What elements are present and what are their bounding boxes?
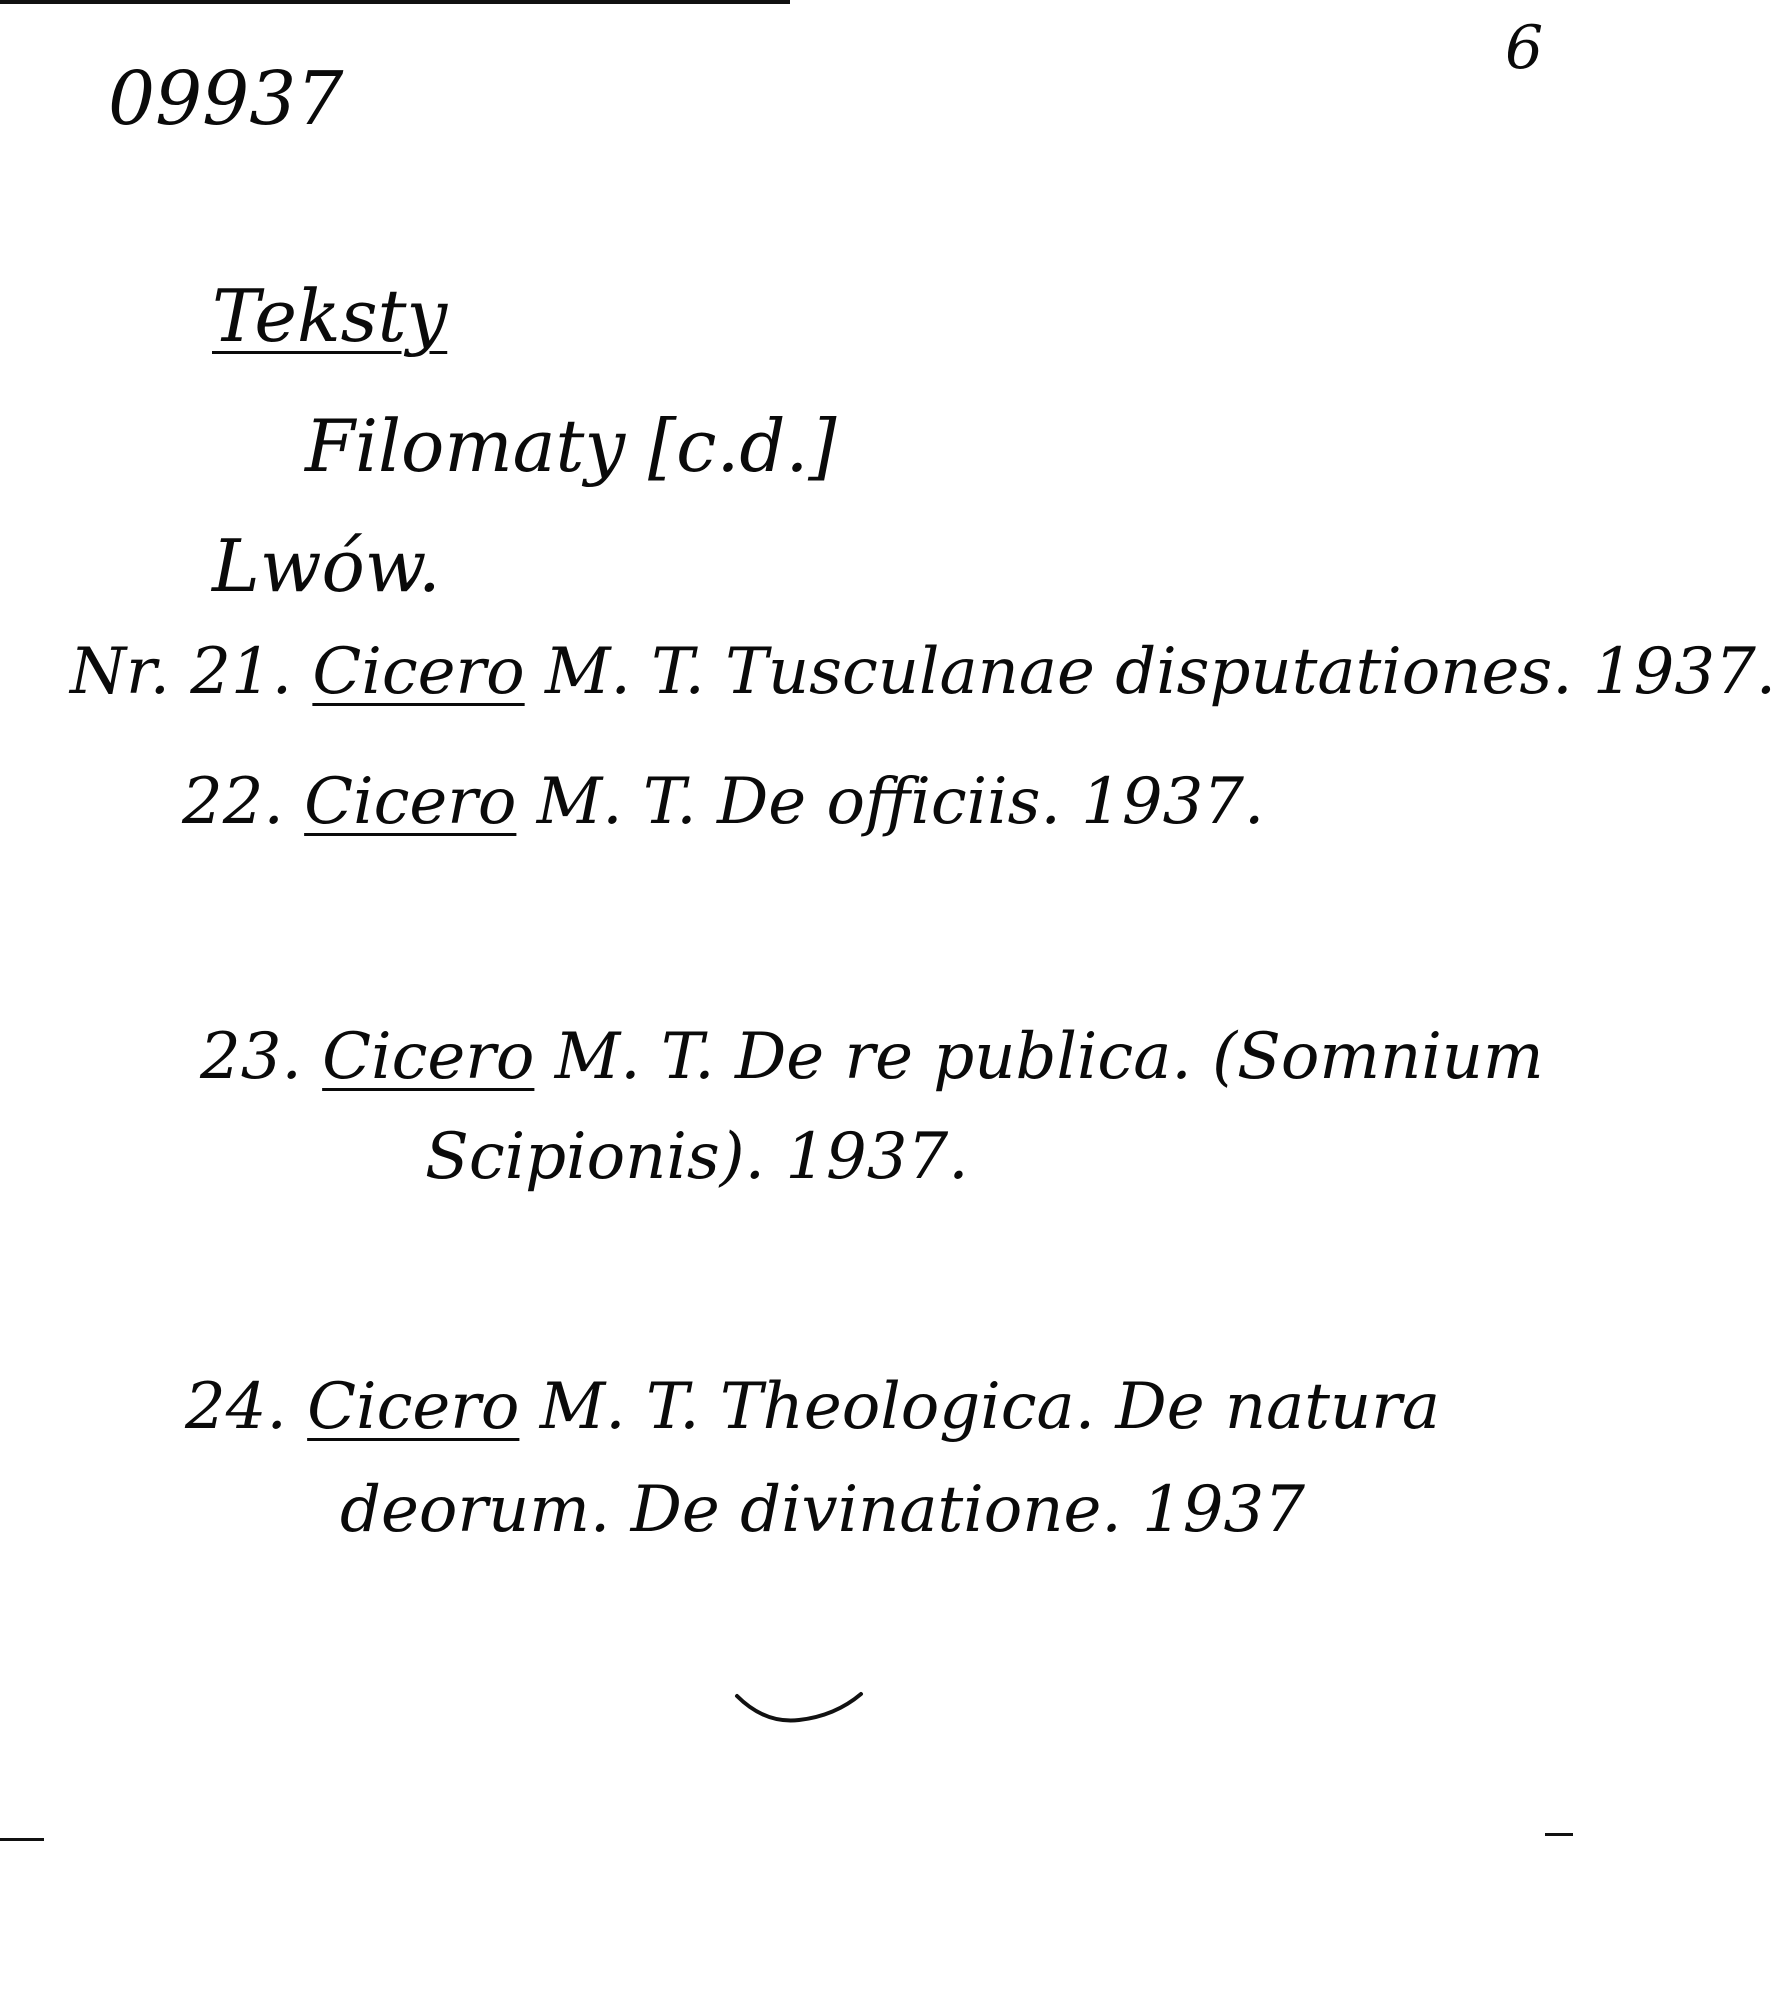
entry-author: Cicero xyxy=(322,1020,535,1094)
entry-year: 1937. xyxy=(1081,765,1265,839)
right-margin-mark xyxy=(1545,1833,1573,1836)
entry-initials: M. T. xyxy=(539,1370,700,1444)
entry-title-cont: deorum. De divinatione. xyxy=(340,1473,1122,1547)
entry-21 xyxy=(70,635,1776,709)
closing-flourish xyxy=(735,1690,865,1730)
entry-24-continuation xyxy=(340,1473,1305,1547)
entry-number: 22. xyxy=(182,765,284,839)
heading: Teksty xyxy=(212,274,448,358)
entry-prefix: Nr. xyxy=(70,635,170,709)
entry-number: 21. xyxy=(190,635,293,709)
left-margin-mark xyxy=(0,1838,44,1841)
entry-initials: M. T. xyxy=(545,635,705,709)
entry-author: Cicero xyxy=(312,635,525,709)
catalog-number: 09937 xyxy=(108,56,344,142)
entry-23 xyxy=(200,1020,1544,1094)
entry-title-cont: Scipionis). xyxy=(425,1120,765,1194)
entry-title: Tusculanae disputationes. xyxy=(725,635,1573,709)
entry-author: Cicero xyxy=(307,1370,520,1444)
page-number: 6 xyxy=(1505,13,1544,83)
subheading: Filomaty [c.d.] xyxy=(305,404,837,488)
entry-number: 23. xyxy=(200,1020,302,1094)
entry-initials: M. T. xyxy=(536,765,697,839)
entry-author: Cicero xyxy=(304,765,517,839)
entry-number: 24. xyxy=(185,1370,287,1444)
entry-year: 1937 xyxy=(1142,1473,1305,1547)
entry-year: 1937. xyxy=(785,1120,969,1194)
entry-year: 1937. xyxy=(1592,635,1776,709)
entry-title: De officiis. xyxy=(716,765,1061,839)
top-border xyxy=(0,0,790,4)
entry-title: Theologica. De natura xyxy=(719,1370,1440,1444)
entry-initials: M. T. xyxy=(554,1020,715,1094)
entry-22 xyxy=(182,765,1265,839)
entry-24 xyxy=(185,1370,1440,1444)
entry-title: De re publica. (Somnium xyxy=(734,1020,1544,1094)
entry-23-continuation xyxy=(425,1120,969,1194)
place: Lwów. xyxy=(212,524,441,608)
